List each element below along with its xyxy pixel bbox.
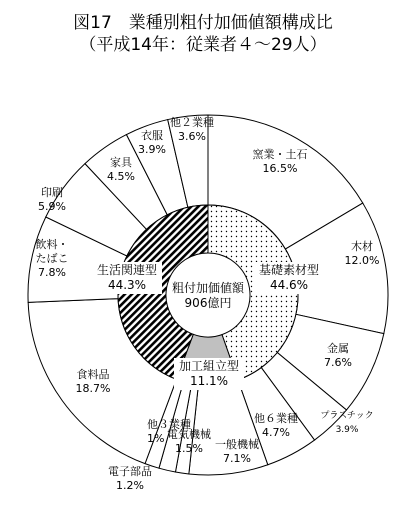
- outer-label-10: 飲料・たばこ 7.8%: [35, 238, 69, 279]
- outer-label-3: プラスチック 3.9%: [320, 411, 374, 435]
- outer-label-14: 他２業種 3.6%: [170, 116, 214, 143]
- outer-label-9: 食料品 18.7%: [75, 368, 111, 395]
- outer-label-8: 他３業種 1%: [147, 418, 191, 445]
- outer-label-1: 木材 12.0%: [344, 240, 380, 267]
- outer-label-0: 窯業・土石 16.5%: [252, 148, 308, 175]
- outer-label-11: 印刷 5.9%: [38, 186, 66, 213]
- inner-label-1: [174, 358, 244, 390]
- outer-label-5: 一般機械 7.1%: [215, 438, 259, 465]
- chart-title: 図17 業種別粗付加価値額構成比: [73, 13, 333, 33]
- inner-label-text-2: 生活関連型 44.3%: [96, 263, 158, 292]
- outer-label-6: 電子部品 1.2%: [108, 465, 152, 492]
- outer-label-4: 他６業種 4.7%: [254, 412, 298, 439]
- outer-ring: [28, 115, 388, 475]
- inner-label-2: [92, 262, 162, 294]
- inner-label-0: [254, 262, 324, 294]
- chart-subtitle: （平成14年：従業者４～29人）: [79, 35, 327, 55]
- center-value: 906億円: [184, 296, 232, 310]
- inner-label-text-0: 基礎素材型 44.6%: [258, 263, 320, 292]
- inner-label-text-1: 加工組立型 11.1%: [178, 359, 240, 388]
- outer-label-7: 電気機械 1.5%: [167, 428, 211, 455]
- outer-label-2: 金属 7.6%: [324, 342, 352, 369]
- outer-label-13: 衣服 3.9%: [138, 129, 166, 156]
- center-label: 粗付加価値額: [171, 281, 245, 295]
- outer-label-12: 家具 4.5%: [107, 156, 135, 183]
